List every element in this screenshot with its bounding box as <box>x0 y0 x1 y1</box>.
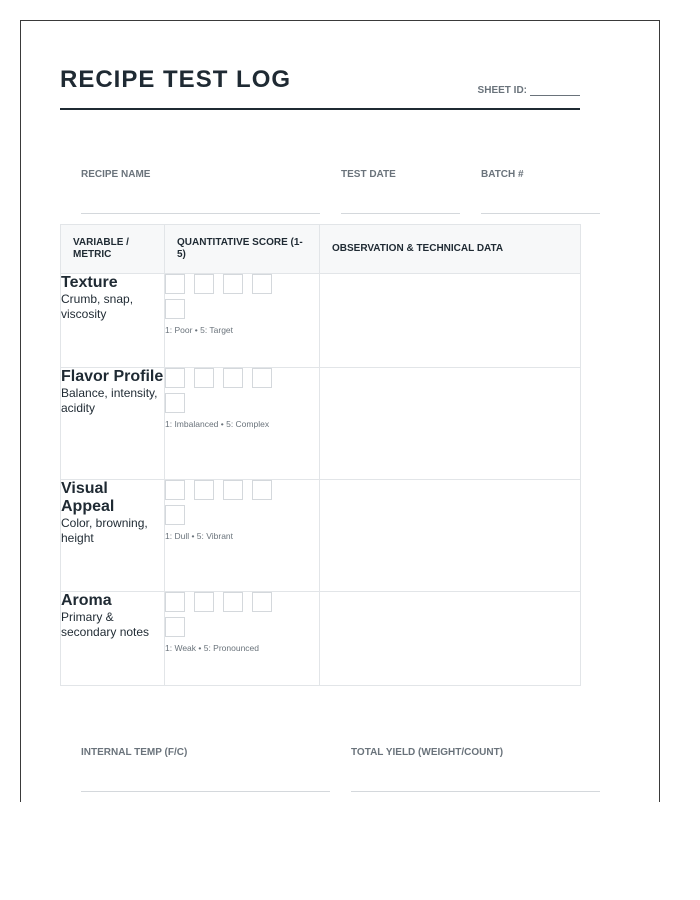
score-boxes <box>165 274 295 324</box>
metric-cell <box>61 274 165 368</box>
metric-cell <box>61 592 165 686</box>
metric-description: Color, browning, height <box>61 516 148 545</box>
score-scale-legend: 1: Imbalanced • 5: Complex <box>165 419 270 429</box>
metric-description: Primary & secondary notes <box>61 610 150 639</box>
score-cell <box>165 368 320 480</box>
table-header-row <box>61 225 581 274</box>
score-box-4[interactable] <box>252 368 272 388</box>
internal-temp-label: INTERNAL TEMP (F/C) <box>81 747 188 758</box>
table-row <box>61 592 581 686</box>
score-box-4[interactable] <box>252 480 272 500</box>
evaluation-table <box>60 224 581 686</box>
table-row <box>61 368 581 480</box>
sheet-id-label: SHEET ID: <box>477 85 527 96</box>
metric-cell <box>61 368 165 480</box>
score-cell <box>165 274 320 368</box>
observation-cell[interactable] <box>320 592 581 686</box>
metric-name: Aroma <box>61 592 112 609</box>
metric-cell <box>61 480 165 592</box>
score-box-1[interactable] <box>165 274 185 294</box>
score-box-4[interactable] <box>252 274 272 294</box>
test-date-label: TEST DATE <box>341 169 396 180</box>
score-box-2[interactable] <box>194 592 214 612</box>
header-observation: OBSERVATION & TECHNICAL DATA <box>320 225 581 274</box>
total-yield-line[interactable] <box>351 791 600 792</box>
score-box-2[interactable] <box>194 368 214 388</box>
score-scale-legend: 1: Weak • 5: Pronounced <box>165 643 260 653</box>
score-box-3[interactable] <box>223 368 243 388</box>
test-date-line[interactable] <box>341 213 460 214</box>
table-row <box>61 274 581 368</box>
observation-cell[interactable] <box>320 274 581 368</box>
score-box-5[interactable] <box>165 617 185 637</box>
score-box-4[interactable] <box>252 592 272 612</box>
score-box-3[interactable] <box>223 592 243 612</box>
sheet-id-field <box>478 85 580 96</box>
score-box-1[interactable] <box>165 368 185 388</box>
page-title: RECIPE TEST LOG <box>60 66 292 93</box>
metric-name: Flavor Profile <box>61 368 164 385</box>
score-boxes <box>165 480 295 530</box>
observation-cell[interactable] <box>320 368 581 480</box>
score-box-2[interactable] <box>194 274 214 294</box>
sheet-header <box>60 64 580 110</box>
metric-description: Balance, intensity, acidity <box>61 386 158 415</box>
metric-name: Visual Appeal <box>61 480 115 515</box>
score-scale-legend: 1: Poor • 5: Target <box>165 325 234 335</box>
score-box-5[interactable] <box>165 299 185 319</box>
score-box-3[interactable] <box>223 480 243 500</box>
score-box-5[interactable] <box>165 505 185 525</box>
score-boxes <box>165 592 295 642</box>
total-yield-label: TOTAL YIELD (WEIGHT/COUNT) <box>351 747 504 758</box>
batch-label: BATCH # <box>481 169 524 180</box>
score-box-3[interactable] <box>223 274 243 294</box>
header-variable: VARIABLE / METRIC <box>61 225 165 274</box>
sheet-id-blank[interactable] <box>530 86 580 96</box>
recipe-name-line[interactable] <box>81 213 320 214</box>
score-cell <box>165 592 320 686</box>
score-cell <box>165 480 320 592</box>
header-score: QUANTITATIVE SCORE (1-5) <box>165 225 320 274</box>
table-row <box>61 480 581 592</box>
score-boxes <box>165 368 295 418</box>
score-scale-legend: 1: Dull • 5: Vibrant <box>165 531 234 541</box>
recipe-name-label: RECIPE NAME <box>81 169 151 180</box>
metric-name: Texture <box>61 274 118 291</box>
score-box-5[interactable] <box>165 393 185 413</box>
score-box-1[interactable] <box>165 480 185 500</box>
internal-temp-line[interactable] <box>81 791 330 792</box>
metric-description: Crumb, snap, viscosity <box>61 292 134 321</box>
observation-cell[interactable] <box>320 480 581 592</box>
batch-line[interactable] <box>481 213 600 214</box>
score-box-2[interactable] <box>194 480 214 500</box>
score-box-1[interactable] <box>165 592 185 612</box>
